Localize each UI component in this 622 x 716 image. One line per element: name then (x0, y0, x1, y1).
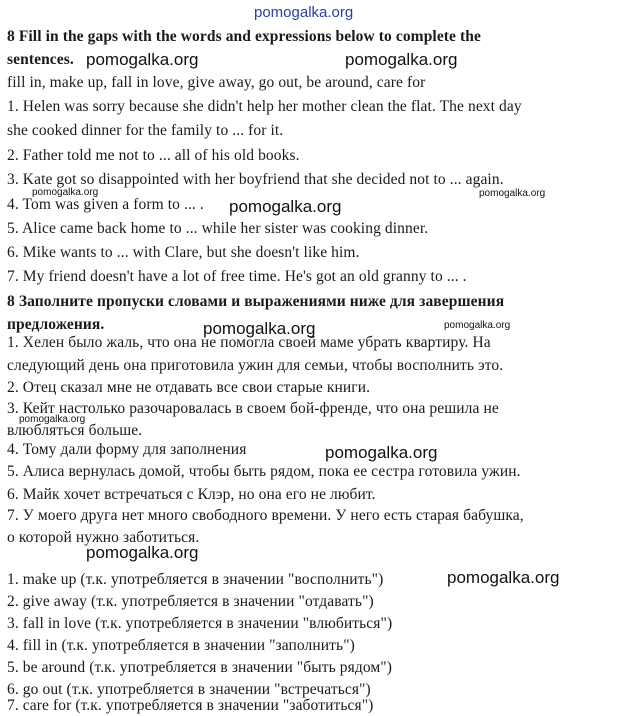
watermark: pomogalka.org (447, 568, 560, 587)
sentence-ru-3b: влюбляться больше. (7, 422, 143, 439)
sentence-en-6: 6. Mike wants to ... with Clare, but she doesn't like him. (7, 244, 360, 261)
sentence-ru-1b: следующий день она приготовила ужин для семьи, чтобы восполнить это. (7, 357, 504, 374)
exercise-title-ru: 8 Заполните пропуски словами и выражениями ниже для завершения (7, 293, 505, 310)
sentence-ru-5: 5. Алиса вернулась домой, чтобы быть рядом, пока ее сестра готовила ужин. (7, 463, 521, 480)
watermark: pomogalka.org (444, 320, 511, 331)
exercise-title-en: 8 Fill in the gaps with the words and expressions below to complete the (7, 28, 481, 45)
sentence-en-5: 5. Alice came back home to ... while her sister was cooking dinner. (7, 220, 429, 237)
word-bank: fill in, make up, fall in love, give away, go out, be around, care for (7, 74, 426, 91)
sentence-en-1b: she cooked dinner for the family to ... for it. (7, 122, 284, 139)
answer-6: 6. go out (т.к. употребляется в значении "встречаться") (7, 681, 371, 698)
exercise-title-en-cont: sentences. (7, 51, 74, 68)
exercise-title-ru-cont: предложения. (7, 316, 105, 333)
answer-5: 5. be around (т.к. употребляется в значении "быть рядом") (7, 659, 392, 676)
watermark: pomogalka.org (86, 50, 199, 69)
sentence-ru-3a: 3. Кейт настолько разочаровалась в своем бой-френде, что она решила не (7, 400, 499, 417)
sentence-en-1a: 1. Helen was sorry because she didn't help her mother clean the flat. The next day (7, 98, 522, 115)
sentence-ru-7b: о которой нужно заботиться. (7, 529, 200, 546)
sentence-ru-2: 2. Отец сказал мне не отдавать все свои старые книги. (7, 379, 371, 396)
sentence-ru-4: 4. Тому дали форму для заполнения (7, 441, 247, 458)
watermark: pomogalka.org (345, 50, 458, 69)
answer-4: 4. fill in (т.к. употребляется в значении "заполнить") (7, 637, 355, 654)
watermark: pomogalka.org (32, 187, 99, 198)
sentence-ru-7a: 7. У моего друга нет много свободного времени. У него есть старая бабушка, (7, 507, 524, 524)
watermark: pomogalka.org (479, 188, 546, 199)
sentence-ru-1a: 1. Хелен было жаль, что она не помогла своей маме убрать квартиру. На (7, 334, 491, 351)
sentence-en-4: 4. Tom was given a form to ... . (7, 196, 204, 213)
answer-3: 3. fall in love (т.к. употребляется в значении "влюбиться") (7, 615, 393, 632)
header-watermark: pomogalka.org (254, 4, 354, 21)
sentence-en-7: 7. My friend doesn't have a lot of free time. He's got an old granny to ... . (7, 268, 467, 285)
answer-7: 7. care for (т.к. употребляется в значении "заботиться") (7, 697, 374, 714)
watermark: pomogalka.org (325, 443, 438, 462)
watermark: pomogalka.org (229, 197, 342, 216)
watermark: pomogalka.org (86, 543, 199, 562)
watermark: pomogalka.org (19, 414, 86, 425)
sentence-en-2: 2. Father told me not to ... all of his old books. (7, 147, 300, 164)
answer-2: 2. give away (т.к. употребляется в значении "отдавать") (7, 593, 374, 610)
answer-1: 1. make up (т.к. употребляется в значении "восполнить") (7, 571, 384, 588)
sentence-en-3: 3. Kate got so disappointed with her boyfriend that she decided not to ... again. (7, 171, 504, 188)
watermark: pomogalka.org (203, 319, 316, 338)
sentence-ru-6: 6. Майк хочет встречаться с Клэр, но она его не любит. (7, 486, 376, 503)
